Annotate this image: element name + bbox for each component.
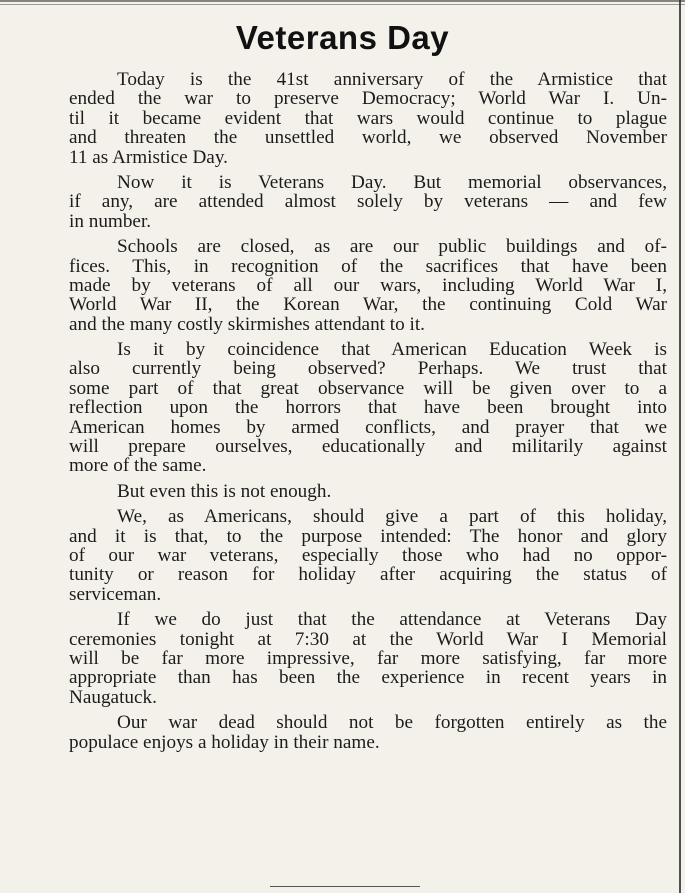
paragraph-line: ceremonies tonight at 7:30 at the World War I Memorial [69, 628, 667, 650]
column-rule [679, 0, 681, 893]
paragraph-line: of our war veterans, especially those who had no oppor- [69, 544, 667, 566]
paragraph-line: Today is the 41st anniversary of the Armistice that [117, 69, 667, 90]
editorial-paragraph [69, 610, 667, 707]
paragraph-line: 11 as Armistice Day. [69, 146, 228, 168]
paragraph-line: if any, are attended almost solely by veterans — and few [69, 191, 667, 213]
paragraph-line: If we do just that the attendance at Veterans Day [117, 609, 667, 631]
paragraph-line: some part of that great observance will be given over to a [69, 377, 667, 399]
editorial-paragraph [69, 713, 667, 752]
paragraph-line: in number. [69, 210, 152, 232]
paragraph-line: serviceman. [69, 583, 162, 605]
paragraph-line: Our war dead should not be forgotten entirely as the [117, 712, 667, 734]
paragraph-line: Naugatuck. [69, 686, 157, 708]
paragraph-line: appropriate than has been the experience in recent years in [69, 667, 667, 689]
paragraph-line: tunity or reason for holiday after acquiring the status of [69, 564, 667, 586]
paragraph-line: Schools are closed, as are our public buildings and of- [117, 236, 667, 258]
paragraph-line: will prepare ourselves, educationally and militarily against [69, 436, 667, 458]
top-rule [0, 0, 685, 6]
paragraph-line: populace enjoys a holiday in their name. [69, 731, 380, 753]
paragraph-line: reflection upon the horrors that have been brought into [69, 397, 667, 419]
paragraph-line: will be far more impressive, far more satisfying, far more [69, 647, 667, 669]
paragraph-line: and it is that, to the purpose intended: The honor and glory [69, 525, 667, 547]
paragraph-line: We, as Americans, should give a part of this holiday, [117, 506, 667, 528]
paragraph-line: fices. This, in recognition of the sacrifices that have been [69, 255, 667, 277]
paragraph-line: and the many costly skirmishes attendant to it. [69, 313, 425, 335]
editorial-body [69, 70, 667, 758]
paragraph-line: made by veterans of all our wars, including World War I, [69, 274, 667, 296]
bottom-rule [270, 886, 420, 887]
editorial-paragraph [69, 173, 667, 231]
editorial-paragraph [69, 482, 667, 501]
paragraph-line: Now it is Veterans Day. But memorial observances, [117, 171, 667, 193]
editorial-paragraph [69, 340, 667, 476]
paragraph-line: til it became evident that wars would continue to plague [69, 107, 667, 129]
paragraph-line: But even this is not enough. [117, 480, 332, 502]
paragraph-line: and threaten the unsettled world, we observed November [69, 127, 667, 149]
paragraph-line: also currently being observed? Perhaps. We trust that [69, 358, 667, 380]
paragraph-line: ended the war to preserve Democracy; World War I. Un- [69, 88, 667, 110]
editorial-paragraph [69, 507, 667, 604]
editorial-title: Veterans Day [235, 19, 450, 56]
paragraph-line: World War II, the Korean War, the continuing Cold War [69, 294, 667, 316]
editorial-paragraph [69, 70, 667, 167]
editorial-paragraph [69, 237, 667, 334]
paragraph-line: American homes by armed conflicts, and prayer that we [69, 416, 667, 438]
paragraph-line: Is it by coincidence that American Education Week is [117, 339, 667, 361]
paragraph-line: more of the same. [69, 455, 207, 477]
